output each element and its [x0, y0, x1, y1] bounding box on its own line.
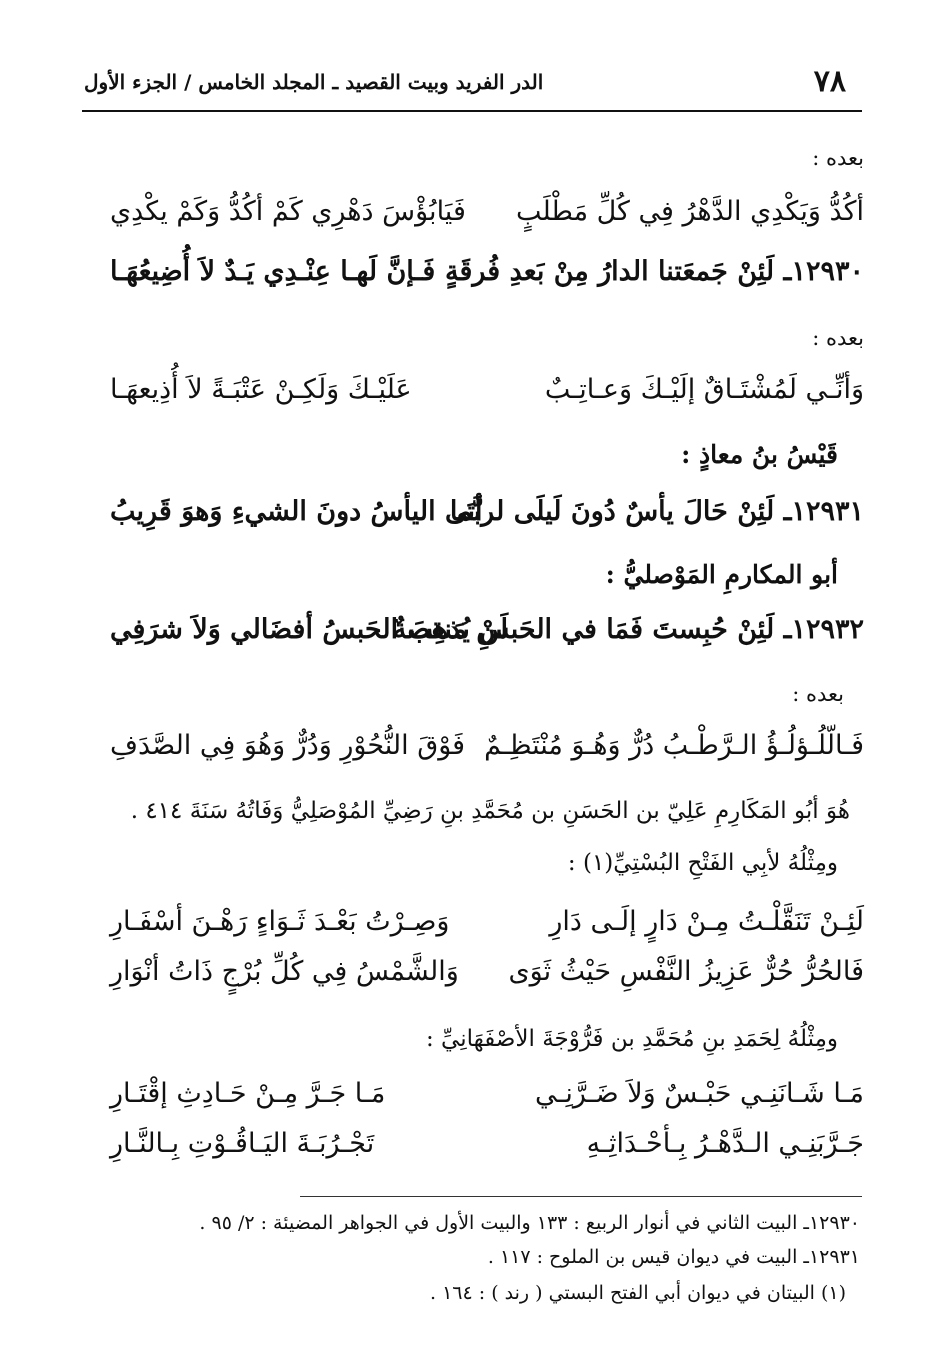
- running-title: الدر الفريد وبيت القصيد ـ المجلد الخامس / الجزء الأول: [84, 70, 544, 94]
- page-number: ٧٨: [813, 64, 846, 99]
- verse-second-hemistich: وَالشَّمْسُ فِي كُلِّ بُرْجٍ ذَاتُ أنْوَارِ: [110, 956, 459, 987]
- footnote: ١٢٩٣٠ـ البيت الثاني في أنوار الربيع : ١٣٣ والبيت الأول في الجواهر المضيئة : ٢/ ٩٥ .: [199, 1212, 860, 1234]
- verse-line: [110, 374, 864, 420]
- verse-second-hemistich: فَـإنَّ لَهـا عِنْـدِي يَـدٌ لاَ أُضِيعُهَـا: [110, 256, 436, 287]
- label-after: بعده :: [812, 146, 864, 170]
- verse-first-hemistich: فَالحُرُّ حُرٌّ عَزِيزُ النَّفْسِ حَيْثُ ثَوَى: [508, 956, 864, 987]
- header-divider: [82, 110, 862, 112]
- verse-first-hemistich: ١٢٩٣٢ـ لَئِنْ حُبِستَ فَمَا في الحَبسِ مَنقصةٌ: [392, 614, 864, 645]
- footnote: ١٢٩٣١ـ البيت في ديوان قيس بن الملوح : ١١٧ .: [487, 1246, 860, 1268]
- verse-line: [110, 1128, 864, 1174]
- verse-second-hemistich: فَوْقَ النُّحُوْرِ وَدُرٌّ وَهُوَ فِي الصَّدَفِ: [110, 730, 466, 761]
- verse-second-hemistich: أتَى اليأسُ دونَ الشيءِ وَهوَ قَرِيبُ: [110, 496, 483, 527]
- verse-first-hemistich: وَأنِّـي لَمُشْتَـاقٌ إلَيْـكَ وَعـاتِـبٌ: [544, 374, 864, 405]
- label-after: بعده :: [812, 326, 864, 350]
- label-after: بعده :: [792, 682, 844, 706]
- poet-name: أبو المكارمِ المَوْصليُّ :: [605, 560, 838, 589]
- verse-second-hemistich: لَنْ يُذهِبَ الحَبسُ أفضَالي وَلاَ شرَفِي: [110, 614, 509, 645]
- verse-first-hemistich: لَئِـنْ تَنَقَّلْـتُ مِـنْ دَارٍ إلَـى دَارِ: [549, 906, 864, 937]
- attribution-line: ومِثْلُهُ لأبِي الفَتْحِ البُسْتِيِّ(١) :: [567, 850, 838, 876]
- footnote-divider: [300, 1196, 862, 1197]
- poet-name: قَيْسُ بنُ معاذٍ :: [681, 440, 838, 469]
- verse-second-hemistich: فَيَابُؤْسَ دَهْرِي كَمْ أكُدُّ وَكَمْ يكْدِي: [110, 196, 466, 227]
- verse-line-numbered: [110, 256, 864, 302]
- biographical-note: هُوَ أبُو المَكَارِمِ عَلِيّ بن الحَسَنِ بن مُحَمَّدِ بنِ رَضِيِّ المُوْصَلِيُّ وَفَاتُهُ سَنَةَ ٤١٤ .: [130, 798, 850, 824]
- verse-first-hemistich: أكُدُّ وَيَكْدِي الدَّهْرُ فِي كُلِّ مَطْلَبٍ: [515, 196, 864, 227]
- verse-line: [110, 196, 864, 242]
- footnote: (١) البيتان في ديوان أبي الفتح البستي ( رند ) : ١٦٤ .: [430, 1282, 846, 1304]
- verse-line-numbered: [110, 614, 864, 660]
- verse-first-hemistich: ١٢٩٣١ـ لَئِنْ حَالَ يأسٌ دُونَ لَيلَى لربَّما: [449, 496, 864, 527]
- verse-line: [110, 906, 864, 952]
- verse-second-hemistich: عَلَيْـكَ وَلَكِـنْ عَتْبَـةً لاَ أُذِيعهَـا: [110, 374, 412, 405]
- verse-second-hemistich: تَجْـرُبَـةَ اليَـاقُـوْتِ بِـالنَّـارِ: [110, 1128, 375, 1159]
- verse-second-hemistich: وَصِـرْتُ بَعْـدَ ثَـوَاءٍ رَهْـنَ أسْفَـارِ: [110, 906, 450, 937]
- page-header: [0, 64, 944, 116]
- verse-line: [110, 956, 864, 1002]
- verse-first-hemistich: فَـالّلُـؤلُـؤُ الـرَّطْـبُ دُرٌّ وَهُـوَ مُنْتَظِـمٌ: [484, 730, 864, 761]
- attribution-line: ومِثْلُهُ لِحَمَدِ بنِ مُحَمَّدِ بن فَرُّوْجَةَ الأصْفَهَانِيِّ :: [425, 1026, 838, 1052]
- verse-first-hemistich: ١٢٩٣٠ـ لَئِنْ جَمعَتنا الدارُ مِنْ بَعدِ فُرقَةٍ: [445, 256, 864, 287]
- verse-line-numbered: [110, 496, 864, 542]
- verse-first-hemistich: جَـرَّبَنِـي الـدَّهْـرُ بِـأحْـدَاثِـهِ: [586, 1128, 864, 1159]
- verse-line: [110, 1078, 864, 1124]
- verse-line: [110, 730, 864, 776]
- verse-first-hemistich: مَـا شَـانَنِـي حَبْـسٌ وَلاَ ضَـرَّنِـي: [534, 1078, 864, 1109]
- verse-second-hemistich: مَـا جَـرَّ مِـنْ حَـادِثِ إقْتَـارِ: [110, 1078, 386, 1109]
